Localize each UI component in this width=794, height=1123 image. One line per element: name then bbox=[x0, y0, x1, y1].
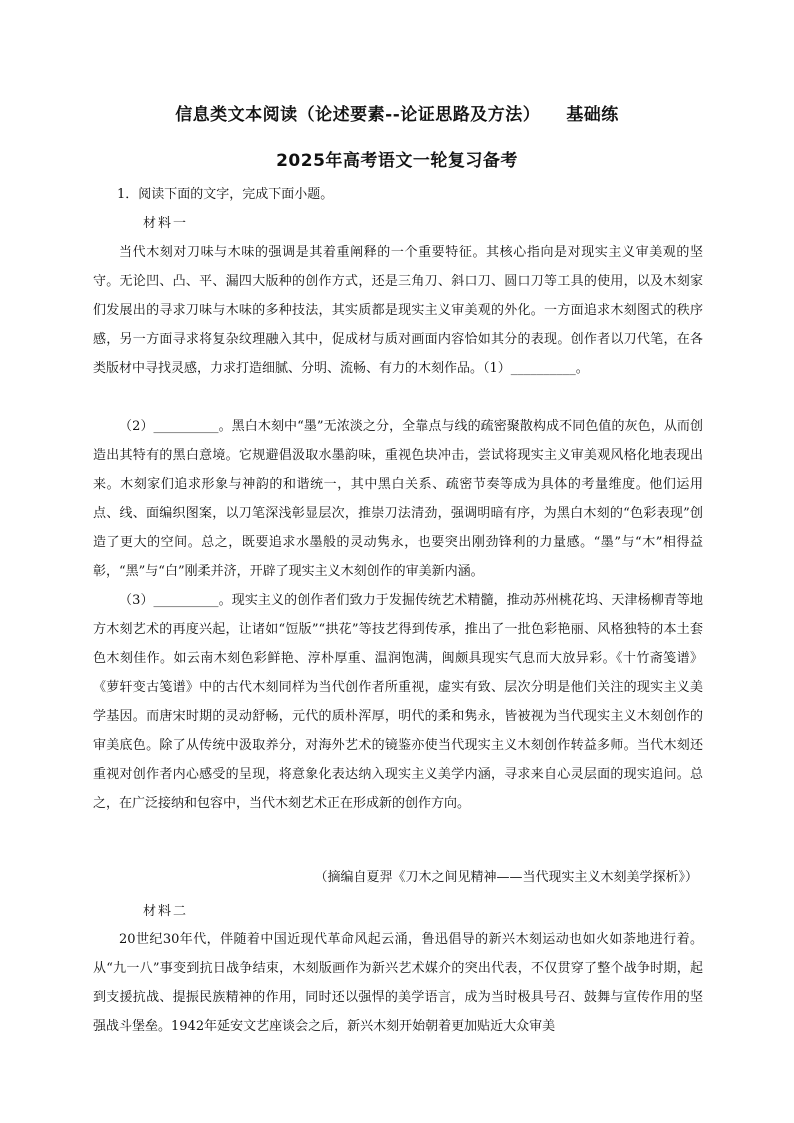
material-one-source: （摘编自夏羿《刀木之间见精神——当代现实主义木刻美学探析》） bbox=[314, 870, 698, 885]
document-title bbox=[0, 100, 794, 125]
question-prompt: 1．阅读下面的文字，完成下面小题。 bbox=[117, 187, 334, 202]
material-one-label: 材料一 bbox=[143, 216, 189, 231]
material-one-paragraph: 当代木刻对刀味与木味的强调是其着重阐释的一个重要特征。其核心指向是对现实主义审美观的坚守。无论凹、凸、平、漏四大版种的创作方式，还是三角刀、斜口刀、圆口刀等工具的使用，以及木刻家们发展出的寻求刀味与木味的多种技法，其实质都是现实主义审美观的外化。一方面追求木刻图式的秩序感，另一方面寻求将复杂纹理融入其中，促成材与质对画面内容恰如其分的表现。创作者以刀代笔，在各类版材中寻找灵感，力求打造细腻、分明、流畅、有力的木刻作品。（1）__________。 bbox=[93, 245, 703, 376]
material-two-paragraph: 20世纪30年代，伴随着中国近现代革命风起云涌，鲁迅倡导的新兴木刻运动也如火如荼地进行着。从“九一八”事变到抗日战争结束，木刻版画作为新兴艺术媒介的突出代表，不仅贯穿了整个战争时期，起到支援抗战、提振民族精神的作用，同时还以强悍的美学语言，成为当时极具号召、鼓舞与宣传作用的坚强战斗堡垒。1942年延安文艺座谈会之后，新兴木刻开始朝着更加贴近大众审美 bbox=[93, 932, 703, 1034]
material-one-paragraph: （2）__________。黑白木刻中“墨”无浓淡之分，全靠点与线的疏密聚散构成不同色值的灰色，从而创造出其特有的黑白意境。它规避倡汲取水墨韵味，重视色块冲击，尝试将现实主义审美观风格化地表现出来。木刻家们追求形象与神韵的和谐统一，其中黑白关系、疏密节奏等成为具体的考量维度。他们运用点、线、面编织图案，以刀笔深浅彰显层次，推崇刀法清劲，强调明暗有序，为黑白木刻的“色彩表现”创造了更大的空间。总之，既要追求水墨般的灵动隽永，也要突出刚劲锋利的力量感。“墨”与“木”相得益彰，“黑”与“白”刚柔并济，开辟了现实主义木刻创作的审美新内涵。 bbox=[93, 419, 703, 579]
material-one-paragraph: （3）__________。现实主义的创作者们致力于发掘传统艺术精髓，推动苏州桃花坞、天津杨柳青等地方木刻艺术的再度兴起，让诸如“饾版”“拱花”等技艺得到传承，推出了一批色彩艳丽、风格独特的本土套色木刻佳作。如云南木刻色彩鲜艳、淳朴厚重、温润饱满，闽颇具现实气息而大放异彩。《十竹斋笺谱》《萝轩变古笺谱》中的古代木刻同样为当代创作者所重视，虚实有致、层次分明是他们关注的现实主义美学基因。而唐宋时期的灵动舒畅，元代的质朴浑厚，明代的柔和隽永，皆被视为当代现实主义木刻创作的审美底色。除了从传统中汲取养分，对海外艺术的镜鉴亦使当代现实主义木刻创作转益多师。当代木刻还重视对创作者内心感受的呈现，将意象化表达纳入现实主义美学内涵，寻求来自心灵层面的现实追问。总之，在广泛接纳和包容中，当代木刻艺术正在形成新的创作方向。 bbox=[93, 593, 703, 811]
material-two-label: 材料二 bbox=[143, 904, 189, 919]
document-subtitle: 2025年高考语文一轮复习备考 bbox=[276, 151, 518, 171]
title-tail: 基础练 bbox=[566, 105, 619, 125]
title-main: 信息类文本阅读（论述要素--论证思路及方法） bbox=[175, 105, 541, 125]
